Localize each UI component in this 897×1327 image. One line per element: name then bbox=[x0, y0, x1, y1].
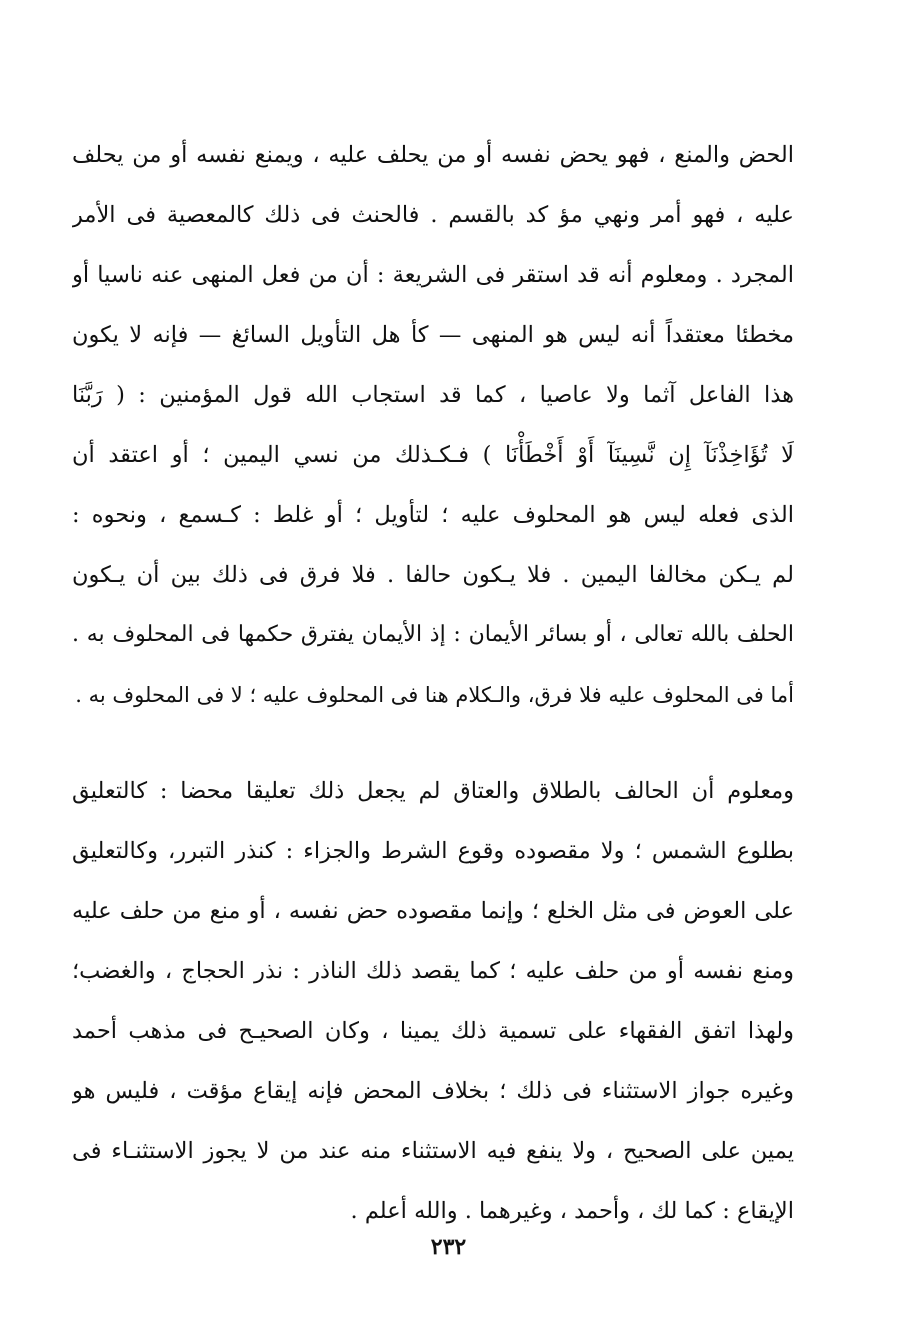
text-line: لَا تُؤَاخِذْنَآ إِن نَّسِينَآ أَوْ أَخْطَأْنَا ) فـكـذلك من نسي اليمين ؛ أو اعتقد أن bbox=[72, 442, 794, 468]
text-line: وغيره جواز الاستثناء فى ذلك ؛ بخلاف المحض فإنه إيقاع مؤقت ، فليس هو bbox=[72, 1078, 794, 1104]
text-line: الذى فعله ليس هو المحلوف عليه ؛ لتأويل ؛ أو غلط : كـسمع ، ونحوه : bbox=[72, 502, 794, 528]
text-line: هذا الفاعل آثما ولا عاصيا ، كما قد استجاب الله قول المؤمنين : ( رَبَّنَا bbox=[72, 382, 794, 408]
text-line: عليه ، فهو أمر ونهي مؤ كد بالقسم . فالحنث فى ذلك كالمعصية فى الأمر bbox=[72, 202, 794, 228]
text-line: بطلوع الشمس ؛ ولا مقصوده وقوع الشرط والجزاء : كنذر التبرر، وكالتعليق bbox=[72, 838, 794, 864]
text-line: ومنع نفسه أو من حلف عليه ؛ كما يقصد ذلك الناذر : نذر الحجاج ، والغضب؛ bbox=[72, 958, 794, 984]
text-line: أما فى المحلوف عليه فلا فرق، والـكلام هنا فى المحلوف عليه ؛ لا فى المحلوف به . bbox=[75, 683, 794, 707]
text-line: الحلف بالله تعالى ، أو بسائر الأيمان : إذ الأيمان يفترق حكمها فى المحلوف به . bbox=[72, 622, 794, 647]
page-number: ٢٣٢ bbox=[430, 1234, 467, 1260]
text-line: الإيقاع : كما لك ، وأحمد ، وغيرهما . والله أعلم . bbox=[350, 1198, 794, 1224]
text-line: ولهذا اتفق الفقهاء على تسمية ذلك يمينا ، وكان الصحيـح فى مذهب أحمد bbox=[72, 1018, 794, 1044]
text-line: على العوض فى مثل الخلع ؛ وإنما مقصوده حض نفسه ، أو منع من حلف عليه bbox=[72, 898, 794, 924]
text-line: لم يـكن مخالفا اليمين . فلا يـكون حالفا . فلا فرق فى ذلك بين أن يـكون bbox=[72, 562, 794, 588]
text-line: يمين على الصحيح ، ولا ينفع فيه الاستثناء منه عند من لا يجوز الاستثنـاء فى bbox=[72, 1138, 794, 1164]
paragraph-1 bbox=[72, 125, 794, 725]
text-line: الحض والمنع ، فهو يحض نفسه أو من يحلف عليه ، ويمنع نفسه أو من يحلف bbox=[72, 142, 794, 168]
text-line: ومعلوم أن الحالف بالطلاق والعتاق لم يجعل ذلك تعليقا محضا : كالتعليق bbox=[72, 778, 794, 804]
paragraph-2 bbox=[72, 761, 794, 1241]
text-line: مخطئا معتقداً أنه ليس هو المنهى — كأ هل التأويل السائغ — فإنه لا يكون bbox=[72, 322, 794, 348]
text-line: المجرد . ومعلوم أنه قد استقر فى الشريعة : أن من فعل المنهى عنه ناسيا أو bbox=[72, 262, 794, 288]
